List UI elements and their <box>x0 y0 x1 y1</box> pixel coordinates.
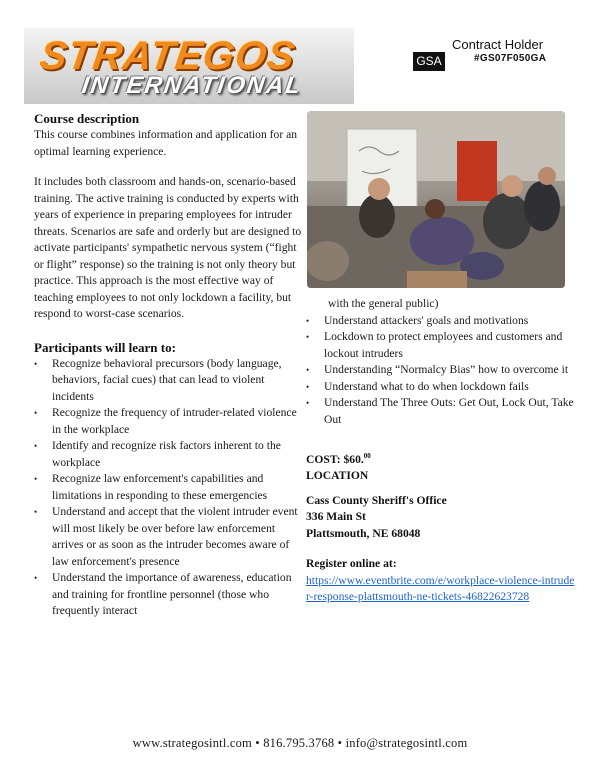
training-photo-illustration <box>307 111 565 288</box>
list-item-continuation: with the general public) <box>328 297 439 310</box>
bullet-icon: • <box>306 332 310 342</box>
cost-cents: 00 <box>363 452 371 460</box>
venue-name: Cass County Sheriff's Office <box>306 493 447 507</box>
course-details-paragraph: It includes both classroom and hands-on, scenario-based training. The active training is conducted by experts with years of experience in preparing employees for intruder threats. Scenarios are safe and orderly but are designed to activate participants' sympathetic nervous system (“fight or flight” response) so the training is not only theory but practice. This approach is the most effective way of teaching employees to not only lockdown a facility, but respond to worst-case scenarios. <box>34 175 302 320</box>
bullet-icon: • <box>306 381 310 392</box>
logo-wordmark: STRATEGOS <box>36 34 299 78</box>
bullet-icon: • <box>306 315 310 326</box>
learning-objectives-heading: Participants will learn to: <box>34 339 176 355</box>
register-link[interactable]: https://www.eventbrite.com/e/workplace-violence-intruder-response-plattsmouth-ne-tickets-46822623728 <box>306 573 575 604</box>
footer-contact: www.strategosintl.com • 816.795.3768 • info@strategosintl.com <box>132 736 468 750</box>
list-item: • Identify and recognize risk factors inherent to the workplace <box>34 439 281 469</box>
learning-objectives-list-right <box>306 313 576 429</box>
course-intro-paragraph: This course combines information and application for an optimal learning experience. <box>34 128 298 158</box>
right-column <box>306 296 576 606</box>
left-column <box>34 110 302 620</box>
list-item: • Understand what to do when lockdown fails <box>306 379 576 396</box>
bullet-icon: • <box>306 398 310 408</box>
bullet-icon: • <box>34 573 38 583</box>
location-label: LOCATION <box>306 469 369 483</box>
contract-number: #GS07F050GA <box>474 53 547 64</box>
list-item: • Lockdown to protect employees and customers and lockout intruders <box>306 330 563 360</box>
contract-holder-title: Contract Holder <box>452 37 544 52</box>
list-item: • Understanding “Normalcy Bias” how to overcome it <box>306 362 576 379</box>
training-photo <box>307 111 565 288</box>
list-item: • Understand attackers' goals and motivations <box>306 313 576 330</box>
list-item: • Understand The Three Outs: Get Out, Lock Out, Take Out <box>306 396 574 426</box>
bullet-icon: • <box>34 441 38 451</box>
learning-objectives-list-left <box>34 356 302 620</box>
list-item: • Understand the importance of awareness, education and training for frontline personnel (those who frequently interact <box>34 571 292 617</box>
bullet-icon: • <box>34 358 38 369</box>
gsa-badge: GSA <box>413 52 445 71</box>
company-logo <box>24 28 354 104</box>
venue-city: Plattsmouth, NE 68048 <box>306 526 421 540</box>
register-label: Register online at: <box>306 557 397 571</box>
list-item: • Recognize behavioral precursors (body language, behaviors, facial cues) that can lead to violent incidents <box>34 356 282 403</box>
course-description-heading: Course description <box>34 111 140 126</box>
list-item: • Recognize law enforcement's capabilities and limitations in responding to these emergencies <box>34 472 268 502</box>
venue-street: 336 Main St <box>306 510 366 524</box>
bullet-icon: • <box>34 474 38 484</box>
bullet-icon: • <box>34 408 38 418</box>
list-item: • Understand and accept that the violent intruder event will most likely be over before law enforcement arrives or as soon as the intruder becomes aware of law enforcement's presence <box>34 505 298 568</box>
list-item: • Recognize the frequency of intruder-related violence in the workplace <box>34 406 297 436</box>
bullet-icon: • <box>34 507 38 517</box>
logo-subtitle: INTERNATIONAL <box>80 72 305 99</box>
bullet-icon: • <box>306 365 310 375</box>
cost-line: COST: $60.00 <box>306 452 371 466</box>
